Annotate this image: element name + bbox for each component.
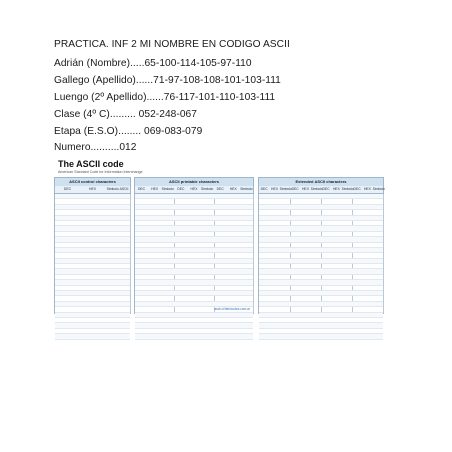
table-row: [174, 334, 213, 339]
column-header: DEC: [291, 187, 299, 191]
column-header: HEX: [363, 187, 371, 191]
figure-title: The ASCII code: [58, 159, 124, 169]
column-header: DEC: [260, 187, 268, 191]
panel-header: [259, 186, 383, 194]
panel-grid: [259, 194, 383, 313]
column-header: HEX: [229, 187, 237, 191]
column-header: DEC: [353, 187, 361, 191]
panel-title: ASCII printable characters: [135, 178, 253, 186]
column-header: Simbolo: [200, 187, 214, 191]
column-header: HEX: [332, 187, 340, 191]
table-column: [174, 194, 214, 313]
document-title: PRACTICA. INF 2 MI NOMBRE EN CODIGO ASCII: [54, 39, 290, 50]
column-header: DEC: [216, 187, 224, 191]
column-header: Simbolo: [372, 187, 385, 191]
line-clase: Clase (4º C)......... 052-248-067: [54, 109, 197, 120]
column-header: DEC: [63, 187, 72, 191]
table-column: [290, 194, 322, 313]
panel-control-characters: [54, 177, 131, 314]
table-row: [259, 334, 290, 339]
footer-link: ascii.cl/htmlcodes.com.ar: [214, 307, 250, 311]
panel-header: [55, 186, 130, 194]
table-column: [55, 194, 131, 313]
column-header: Simbolo: [310, 187, 323, 191]
column-header: HEX: [301, 187, 309, 191]
ascii-table-image: [54, 157, 384, 316]
table-row: [290, 334, 321, 339]
panel-header: [135, 186, 253, 194]
table-row: [55, 334, 130, 339]
table-row: [135, 334, 174, 339]
table-row: [352, 334, 383, 339]
column-header: HEX: [190, 187, 198, 191]
column-header: Simbolo: [341, 187, 354, 191]
figure-subtitle: American Standard Code for Information Interchange: [58, 170, 143, 174]
line-apellido-1: Gallego (Apellido)......71-97-108-108-101-103-111: [54, 75, 281, 86]
panel-grid: [55, 194, 130, 313]
table-column: [135, 194, 175, 313]
table-column: [259, 194, 291, 313]
panel-title: ASCII control characters: [55, 178, 130, 186]
line-numero: Numero..........012: [54, 142, 137, 153]
panel-title: Extended ASCII characters: [259, 178, 383, 186]
panel-grid: [135, 194, 253, 313]
table-column: [352, 194, 384, 313]
line-etapa: Etapa (E.S.O)........ 069-083-079: [54, 126, 203, 137]
line-nombre: Adrián (Nombre).....65-100-114-105-97-110: [54, 58, 252, 69]
column-header: DEC: [177, 187, 185, 191]
column-header: HEX: [89, 187, 96, 191]
panel-printable-characters: [134, 177, 254, 314]
column-header: DEC: [137, 187, 146, 191]
table-column: [214, 194, 254, 313]
column-header: Simbolo ASCII: [106, 187, 129, 191]
column-header: HEX: [151, 187, 159, 191]
line-apellido-2: Luengo (2º Apellido)......76-117-101-110-103-111: [54, 92, 276, 103]
column-header: HEX: [271, 187, 278, 191]
panel-extended-characters: [258, 177, 384, 314]
column-header: Simbolo: [279, 187, 292, 191]
table-row: [214, 334, 253, 339]
column-header: DEC: [322, 187, 330, 191]
column-header: Simbolo: [240, 187, 253, 191]
table-row: [321, 334, 352, 339]
column-header: Simbolo: [161, 187, 174, 191]
table-column: [321, 194, 353, 313]
